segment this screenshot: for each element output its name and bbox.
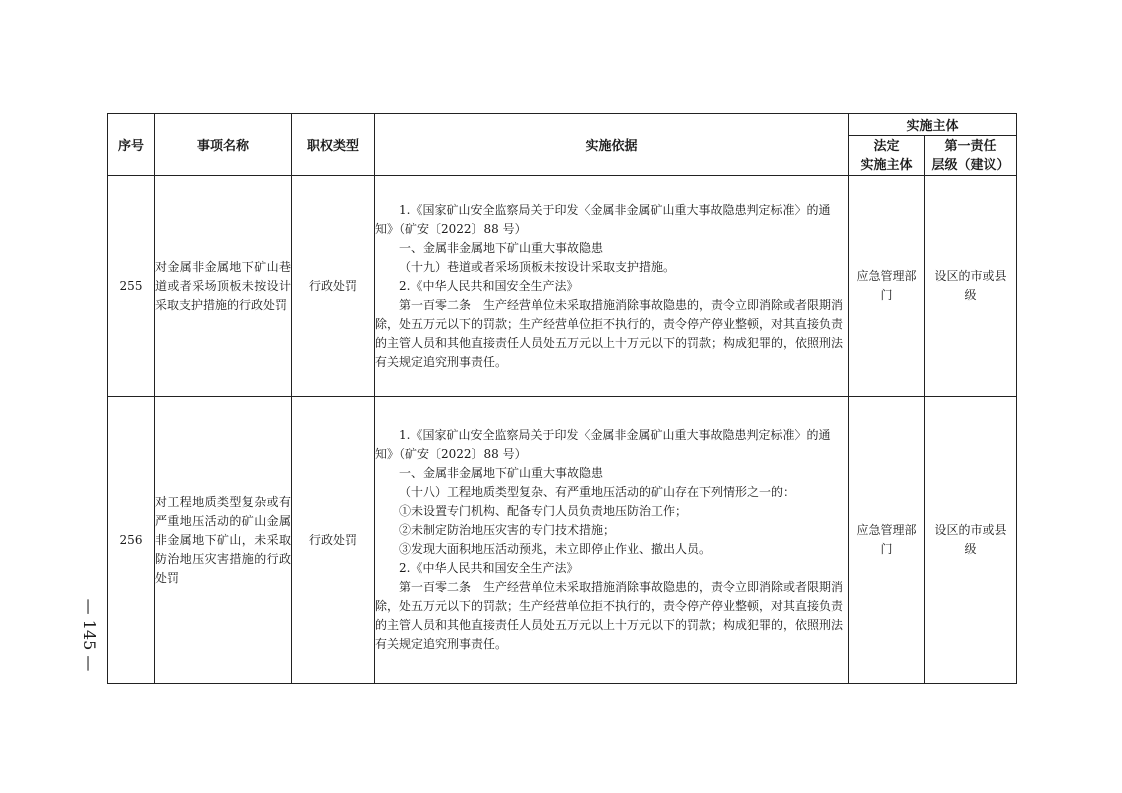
basis-line: 2.《中华人民共和国安全生产法》 bbox=[399, 278, 579, 293]
row-level: 设区的市或县级 bbox=[925, 397, 1017, 684]
basis-line: （十八）工程地质类型复杂、有严重地压活动的矿山存在下列情形之一的： bbox=[399, 485, 796, 499]
header-seq: 序号 bbox=[108, 114, 155, 176]
row-seq: 255 bbox=[108, 176, 155, 397]
table-row bbox=[108, 397, 1017, 684]
row-name: 对金属非金属地下矿山巷道或者采场顶板未按设计采取支护措施的行政处罚 bbox=[155, 176, 292, 397]
basis-line: 第一百零二条 生产经营单位未采取措施消除事故隐患的，责令立即消除或者限期消除，处五万元以下的罚款；生产经营单位拒不执行的，责令停产停业整顿，对其直接负责的主管人员和其他直接责任人员处五万元以上十万元以下的罚款；构成犯罪的，依照刑法有关规定追究刑事责任。 bbox=[375, 297, 844, 369]
basis-line: （十九）巷道或者采场顶板未按设计采取支护措施。 bbox=[399, 259, 676, 274]
basis-line: ②未制定防治地压灾害的专门技术措施； bbox=[399, 523, 616, 537]
page-number: — 145 — bbox=[80, 598, 100, 672]
row-type: 行政处罚 bbox=[292, 397, 375, 684]
row-type: 行政处罚 bbox=[292, 176, 375, 397]
basis-line: 一、金属非金属地下矿山重大事故隐患 bbox=[399, 240, 604, 255]
basis-line: ③发现大面积地压活动预兆，未立即停止作业、撤出人员。 bbox=[399, 542, 712, 556]
basis-line: 第一百零二条 生产经营单位未采取措施消除事故隐患的，责令立即消除或者限期消除，处五万元以下的罚款；生产经营单位拒不执行的，责令停产停业整顿，对其直接负责的主管人员和其他直接责任人员处五万元以上十万元以下的罚款；构成犯罪的，依照刑法有关规定追究刑事责任。 bbox=[375, 580, 844, 651]
row-basis bbox=[375, 397, 849, 684]
basis-line: 1.《国家矿山安全监察局关于印发〈金属非金属矿山重大事故隐患判定标准〉的通知》（矿安〔2022〕88 号） bbox=[375, 428, 831, 461]
enforcement-table bbox=[107, 113, 1017, 684]
header-name: 事项名称 bbox=[155, 114, 292, 176]
table-row bbox=[108, 176, 1017, 397]
basis-line: ①未设置专门机构、配备专门人员负责地压防治工作； bbox=[399, 504, 688, 518]
row-legal-subject: 应急管理部门 bbox=[849, 176, 925, 397]
row-level: 设区的市或县级 bbox=[925, 176, 1017, 397]
header-responsibility-level: 第一责任 层级（建议） bbox=[925, 136, 1017, 176]
basis-line: 2.《中华人民共和国安全生产法》 bbox=[399, 561, 579, 575]
basis-line: 1.《国家矿山安全监察局关于印发〈金属非金属矿山重大事故隐患判定标准〉的通知》（矿安〔2022〕88 号） bbox=[375, 202, 831, 236]
row-basis bbox=[375, 176, 849, 397]
row-legal-subject: 应急管理部门 bbox=[849, 397, 925, 684]
header-type: 职权类型 bbox=[292, 114, 375, 176]
header-subject-group: 实施主体 bbox=[849, 114, 1017, 136]
header-basis: 实施依据 bbox=[375, 114, 849, 176]
row-seq: 256 bbox=[108, 397, 155, 684]
row-name: 对工程地质类型复杂或有严重地压活动的矿山金属非金属地下矿山，未采取防治地压灾害措施的行政处罚 bbox=[155, 397, 292, 684]
basis-line: 一、金属非金属地下矿山重大事故隐患 bbox=[399, 466, 604, 480]
header-legal-subject: 法定 实施主体 bbox=[849, 136, 925, 176]
